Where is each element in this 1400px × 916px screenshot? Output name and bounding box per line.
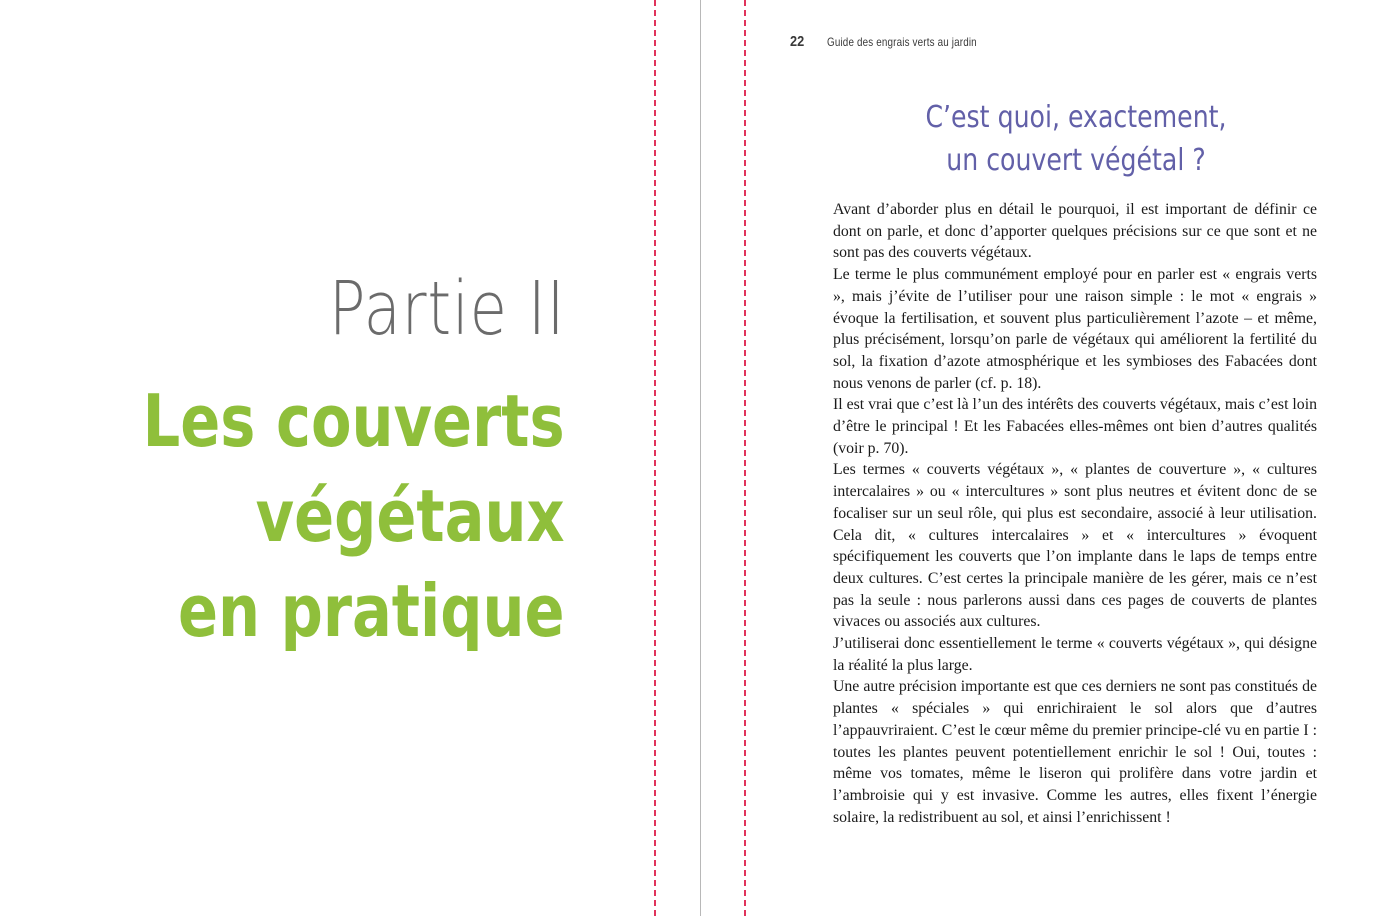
body-text: [833, 199, 1317, 828]
paragraph: Une autre précision importante est que ces derniers ne sont pas constitués de plantes « spéciales » qui enrichiraient le sol alors que d’autres l’appauvriraient. C’est le cœur même du premier principe-clé vu en partie I : toutes les plantes peuvent potentiellement enrichir le sol ! Oui, toutes : même vos tomates, même le liseron qui prolifère dans votre jardin et l’ambroisie qui y est invasive. Comme les autres, elles fixent l’énergie solaire, la redistribuent au sol, et ainsi l’enrichissent !: [833, 678, 1317, 826]
part-label: Partie II: [328, 266, 565, 352]
page-gutter: [700, 0, 701, 916]
section-title-line: C’est quoi, exactement,: [925, 100, 1227, 135]
paragraph: Les termes « couverts végétaux », « plantes de couverture », « cultures intercalaires » ou « intercultures » sont plus neutres et évitent donc de se focaliser sur un seul rôle, qui plus est secondaire, associé à leur utilisation. Cela dit, « cultures intercalaires » et « intercultures » évoquent spécifiquement les couverts que l’on implante dans le laps de temps entre deux cultures. C’est certes la principale manière de les gérer, mais ce n’est pas la seule : nous parlerons aussi dans ces pages de couverts de plantes vivaces ou associés aux cultures.: [833, 461, 1317, 631]
section-title-line: un couvert végétal ?: [946, 143, 1206, 178]
page-number: 22: [790, 33, 805, 50]
running-head: [790, 33, 1009, 50]
part-title-line: en pratique: [178, 569, 565, 653]
margin-guide-left: [654, 0, 656, 916]
paragraph: J’utiliserai donc essentiellement le terme « couverts végétaux », qui désigne la réalité la plus large.: [833, 635, 1317, 674]
part-title: [143, 374, 565, 659]
section-title: [834, 96, 1318, 182]
paragraph: Il est vrai que c’est là l’un des intérêts des couverts végétaux, mais c’est loin d’être le principal ! Et les Fabacées elles-mêmes ont bien d’autres qualités (voir p. 70).: [833, 396, 1317, 457]
part-title-line: Les couverts: [143, 379, 565, 463]
margin-guide-right: [744, 0, 746, 916]
part-title-line: végétaux: [255, 474, 565, 558]
paragraph: Le terme le plus communément employé pour en parler est « engrais verts », mais j’évite de l’utiliser pour une raison simple : le mot « engrais » évoque la fertilisation, et souvent plus particulièrement l’azote – et même, plus précisément, lorsqu’on parle de végétaux qui améliorent la fertilité du sol, la fixation d’azote atmosphérique et les symbioses des Fabacées dont nous venons de parler (cf. p. 18).: [833, 266, 1317, 392]
paragraph: Avant d’aborder plus en détail le pourquoi, il est important de définir ce dont on parle, et donc d’apporter quelques précisions sur ce que sont et ne sont pas des couverts végétaux.: [833, 201, 1317, 262]
book-title: Guide des engrais verts au jardin: [826, 35, 977, 49]
